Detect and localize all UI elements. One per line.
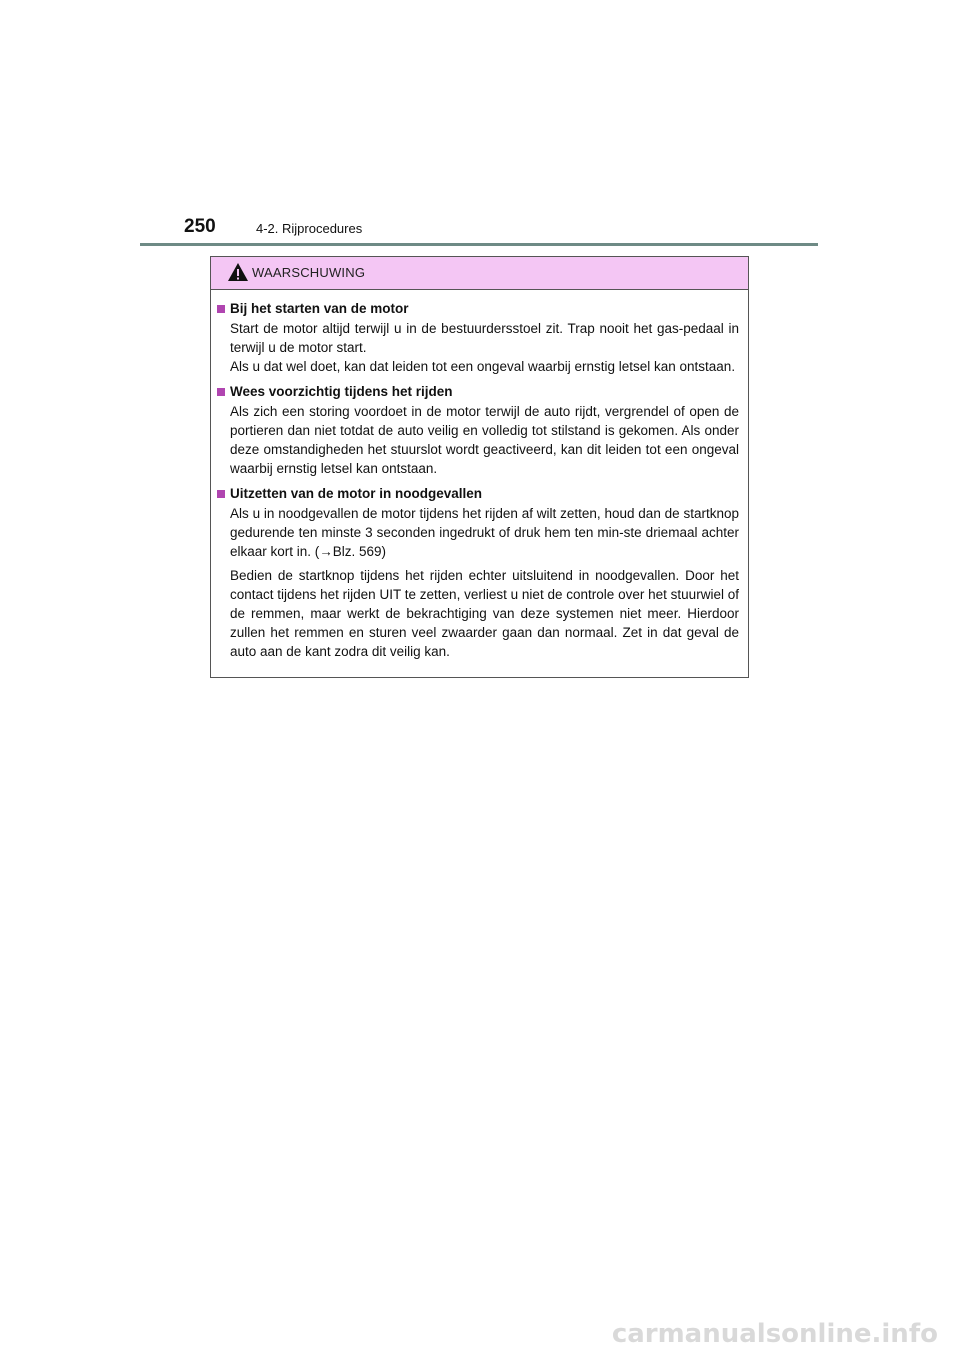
item-paragraph: Als u in noodgevallen de motor tijdens het rijden af wilt zetten, houd dan de startknop gedurende ten minste 3 seconden ingedrukt of druk hem ten min-ste driemaal achter elkaar kort in. (→Blz. 569) <box>230 506 739 559</box>
square-bullet-icon <box>217 388 225 396</box>
item-paragraph: Bedien de startknop tijdens het rijden echter uitsluitend in noodgevallen. Door het contact tijdens het rijden UIT te zetten, verliest u niet de controle over het stuurwiel of de remmen, maar werkt de bekrachtiging van deze systemen niet meer. Hierdoor zullen het remmen en sturen veel zwaarder gaan dan normaal. Zet in dat geval de auto aan de kant zodra dit veilig kan. <box>230 568 739 659</box>
header-divider <box>140 243 818 246</box>
section-title: 4-2. Rijprocedures <box>256 221 363 236</box>
page-number: 250 <box>184 216 216 237</box>
warning-triangle-icon <box>227 262 249 282</box>
watermark: carmanualsonline.info <box>611 1319 938 1349</box>
item-heading: Wees voorzichtig tijdens het rijden <box>230 384 453 399</box>
warning-body <box>211 290 748 661</box>
warning-item-starting <box>217 300 739 376</box>
square-bullet-icon <box>217 490 225 498</box>
warning-label: WAARSCHUWING <box>252 265 366 280</box>
warning-header <box>211 257 748 290</box>
item-paragraph: Als u dat wel doet, kan dat leiden tot een ongeval waarbij ernstig letsel kan ontstaan. <box>230 359 736 374</box>
warning-item-emergency <box>217 485 739 661</box>
item-paragraph: Start de motor altijd terwijl u in de bestuurdersstoel zit. Trap nooit het gas-pedaal in terwijl u de motor start. <box>230 321 739 355</box>
item-paragraph: Als zich een storing voordoet in de motor terwijl de auto rijdt, vergrendel of open de portieren dan niet totdat de auto veilig en volledig tot stilstand is gekomen. Als onder deze omstandigheden het stuurslot wordt geactiveerd, kan dit leiden tot een ongeval waarbij ernstig letsel kan ontstaan. <box>230 404 739 476</box>
item-heading: Uitzetten van de motor in noodgevallen <box>230 486 483 501</box>
warning-item-driving <box>217 383 739 478</box>
square-bullet-icon <box>217 305 225 313</box>
item-heading: Bij het starten van de motor <box>230 301 409 316</box>
warning-box <box>210 256 749 678</box>
